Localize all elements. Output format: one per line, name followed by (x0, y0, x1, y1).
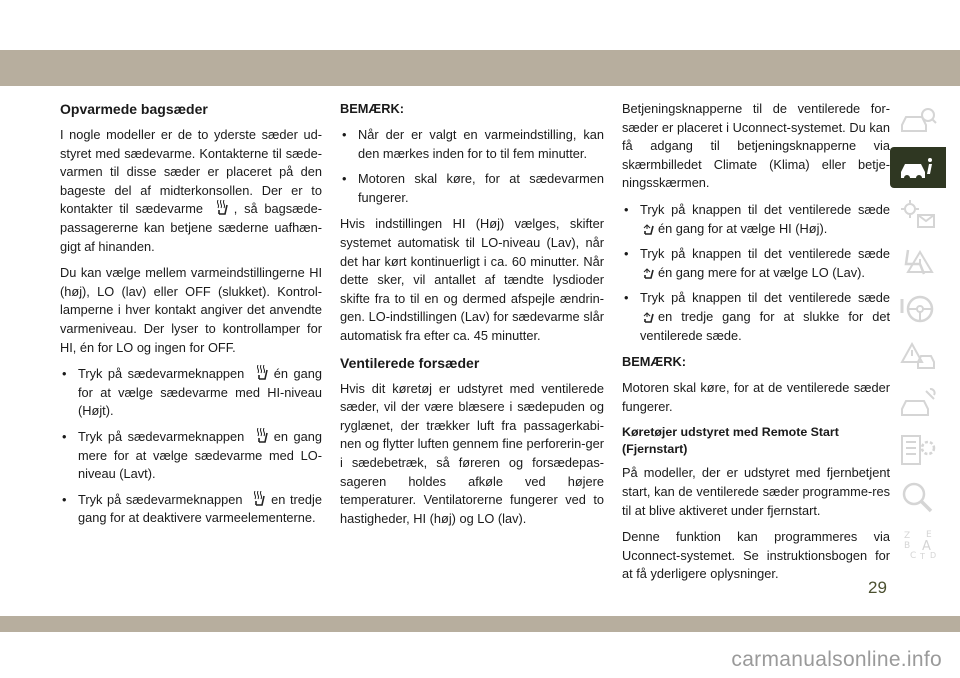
heated-seat-icon (247, 491, 271, 507)
list-item: • Når der er valgt en varmeindstilling, kan den mærkes inden for to til fem minutter. (340, 126, 604, 163)
tab-car-wrench[interactable] (890, 382, 946, 423)
uconnect-paragraph: Denne funktion kan programmeres via Uconnect-systemet. Se instruktionsbogen for at få yderligere oplysninger. (622, 529, 890, 582)
watermark: carmanualsonline.info (731, 648, 942, 671)
ventilated-seat-icon (640, 264, 658, 280)
remote-start-paragraph: På modeller, der er udstyret med fjernbetjent start, kan de ventilerede sæder programme-res til at blive aktiveret under fjernstart. (622, 465, 890, 518)
settings-paragraph: Du kan vælge mellem varmeindstillingerne HI (høj), LO (lav) eller OFF (slukket). Kontrol-lamperne i hver kontakt angiver det anvendte varmeniveau. Der lyser to kontrollamper for HI, én for LO og ingen for OFF. (60, 265, 322, 355)
magnifier-icon (898, 481, 938, 513)
steering-wheel-icon (898, 293, 938, 325)
step-text-end: én gang mere for at vælge LO (Lav). (658, 264, 865, 280)
heated-seat-steps (60, 365, 322, 528)
ventilated-seat-icon (640, 308, 658, 324)
tab-seat-warning[interactable] (890, 241, 946, 282)
list-item (622, 201, 890, 238)
seat-warning-icon (898, 246, 938, 278)
note-list (340, 126, 604, 207)
index-letter: A (922, 538, 931, 554)
alphabet-index-icon (898, 528, 938, 560)
step-text: Tryk på sædevarmeknappen (78, 428, 245, 444)
intro-text: I nogle modeller er de to yderste sæder ud-styret med sædevarme. Kontakterne til sæde-varmen til disse sæder er placeret på den bageste del af midterkonsollen. Der er to kontakter til sædevarme (60, 127, 322, 217)
list-item (622, 289, 890, 345)
note-label: BEMÆRK: (622, 354, 686, 370)
car-info-icon (898, 152, 938, 184)
header-band (0, 50, 960, 86)
tab-steering-wheel[interactable] (890, 288, 946, 329)
dashboard-lights-icon (898, 199, 938, 231)
index-letter: C (910, 550, 917, 560)
step-text-end: en gang mere for at vælge sædevarme med LO-niveau (Lavt). (78, 428, 322, 482)
tab-magnifier[interactable] (890, 476, 946, 517)
hi-setting-paragraph: Hvis indstillingen HI (Høj) vælges, skifter systemet automatisk til LO-niveau (Lav), når det har kørt kontinuerligt i ca. 60 minutter. Når dette sker, vil antallet af tændte lysdioder skifte fra to til en og dermed afspejle ændrin-gen. LO-indstillingen (Lav) for sædevarme slår automatisk fra efter ca. 45 minutter. (340, 216, 604, 343)
step-text: Tryk på sædevarmeknappen (78, 491, 243, 507)
footer-band (0, 616, 960, 632)
heated-seat-icon (210, 200, 234, 216)
step-text-end: en tredje gang for at deaktivere varmeelementerne. (78, 491, 322, 526)
index-letter: E (926, 529, 932, 540)
index-letter: B (904, 540, 911, 551)
ventilated-seat-steps (622, 201, 890, 345)
step-text-end: én gang for at vælge sædevarme med HI-niveau (Højt). (78, 366, 322, 419)
step-text: Tryk på sædevarmeknappen (78, 366, 245, 382)
column-2 (340, 100, 604, 536)
list-item: • Motoren skal køre, for at sædevarmen fungerer. (340, 170, 604, 207)
warning-car-icon (898, 340, 938, 372)
note-label: BEMÆRK: (340, 101, 404, 116)
index-letter: T (920, 551, 925, 560)
checklist-gear-icon (898, 434, 938, 466)
intro-text-end: , så bagsæde-passagererne kan betjene sæderne uafhæn-gigt af hinanden. (60, 201, 322, 254)
tab-car-search[interactable] (890, 100, 946, 141)
step-text: Tryk på knappen til det ventilerede sæde (640, 246, 890, 262)
heated-seat-icon (250, 428, 274, 444)
step-text-end: en tredje gang for at slukke for det ventilerede sæde. (640, 308, 890, 343)
heated-rear-seats-heading: Opvarmede bagsæder (60, 101, 208, 117)
index-letter: Z (904, 530, 911, 541)
step-text: Tryk på knappen til det ventilerede sæde (640, 290, 890, 306)
index-letter: D (930, 550, 937, 560)
column-1 (60, 100, 322, 536)
tab-warning-car[interactable] (890, 335, 946, 376)
list-item (622, 245, 890, 282)
page-number: 29 (868, 578, 887, 597)
tab-dashboard-lights[interactable] (890, 194, 946, 235)
tab-alphabet-index[interactable] (890, 523, 946, 564)
tab-car-info[interactable] (890, 147, 946, 188)
intro-paragraph (60, 126, 322, 256)
ventilated-seat-icon (640, 220, 658, 236)
list-item (60, 365, 322, 421)
car-wrench-icon (898, 387, 938, 419)
car-search-icon (898, 105, 938, 137)
ventilated-seats-paragraph: Hvis dit køretøj er udstyret med ventilerede sæder, vil der være blæsere i sædepuden og ryglænet, der trækker luft fra passagerkabi-nen og flytter luften gennem fine perforerin-ger i sædebetræk, så føreren og forsædepas-sageren holdes afkøle ved højere temperaturer. Ventilatorerne fungerer ved to hastigheder, HI (høj) og LO (lav). (340, 380, 604, 526)
heated-seat-icon (250, 365, 274, 381)
step-text-end: én gang for at vælge HI (Høj). (658, 220, 828, 236)
chapter-tabs (890, 100, 946, 570)
list-item (60, 428, 322, 484)
column-3 (622, 100, 890, 592)
ventilated-seats-heading: Ventilerede forsæder (340, 354, 480, 371)
note-text: Motoren skal køre, for at de ventilerede sæder fungerer. (622, 380, 890, 414)
step-text: Tryk på knappen til det ventilerede sæde (640, 201, 890, 217)
remote-start-heading: Køretøjer udstyret med Remote Start (Fjernstart) (622, 425, 839, 457)
controls-paragraph: Betjeningsknapperne til de ventilerede for-sæder er placeret i Uconnect-systemet. Du kan få adgang til betjeningsknapperne via skærmbilledet Climate (Klima) eller betje-ningsskærmen. (622, 101, 890, 191)
tab-checklist-gear[interactable] (890, 429, 946, 470)
list-item (60, 491, 322, 528)
